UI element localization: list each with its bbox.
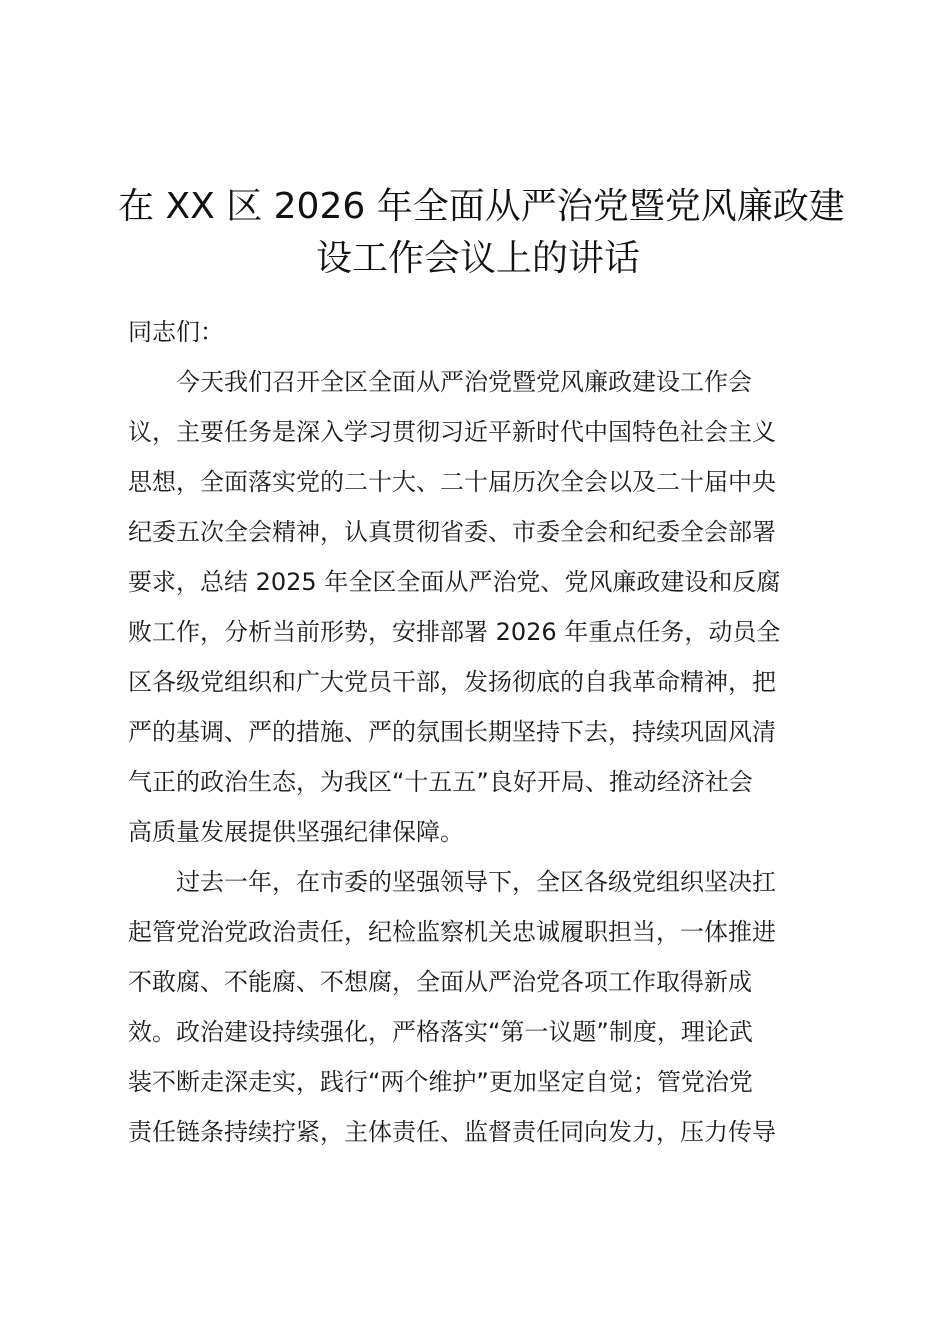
text-line: 严的基调、严的措施、严的氛围长期坚持下去，持续巩固风清 [128,718,776,746]
paragraph-opening [128,357,830,857]
text-line: 起管党治党政治责任，纪检监察机关忠诚履职担当，一体推进 [128,918,776,946]
text-line: 败工作，分析当前形势，安排部署 2026 年重点任务，动员全 [128,618,781,646]
text-line: 过去一年，在市委的坚强领导下，全区各级党组织坚决扛 [176,868,776,896]
text-line: 高质量发展提供坚强纪律保障。 [128,818,464,846]
text-line: 要求，总结 2025 年全区全面从严治党、党风廉政建设和反腐 [128,568,781,596]
text-line: 气正的政治生态，为我区“十五五”良好开局、推动经济社会 [128,768,753,796]
text-line: 议，主要任务是深入学习贯彻习近平新时代中国特色社会主义 [128,418,776,446]
title-line: 设工作会议上的讲话 [315,238,640,279]
text-line: 思想，全面落实党的二十大、二十届历次全会以及二十届中央 [128,468,776,496]
document-body [128,307,830,1157]
text-line: 今天我们召开全区全面从严治党暨党风廉政建设工作会 [176,368,752,396]
title-line: 在 XX 区 2026 年全面从严治党暨党风廉政建 [118,186,845,227]
text-line: 不敢腐、不能腐、不想腐，全面从严治党各项工作取得新成 [128,968,752,996]
text-line: 区各级党组织和广大党员干部，发扬彻底的自我革命精神，把 [128,668,776,696]
text-line: 责任链条持续拧紧，主体责任、监督责任同向发力，压力传导 [128,1118,776,1146]
text-line: 装不断走深走实，践行“两个维护”更加坚定自觉；管党治党 [128,1068,753,1096]
document-title [118,181,845,285]
paragraph-review [128,857,830,1157]
text-line: 效。政治建设持续强化，严格落实“第一议题”制度，理论武 [128,1018,753,1046]
salutation: 同志们： [128,318,224,346]
text-line: 纪委五次全会精神，认真贯彻省委、市委全会和纪委全会部署 [128,518,776,546]
